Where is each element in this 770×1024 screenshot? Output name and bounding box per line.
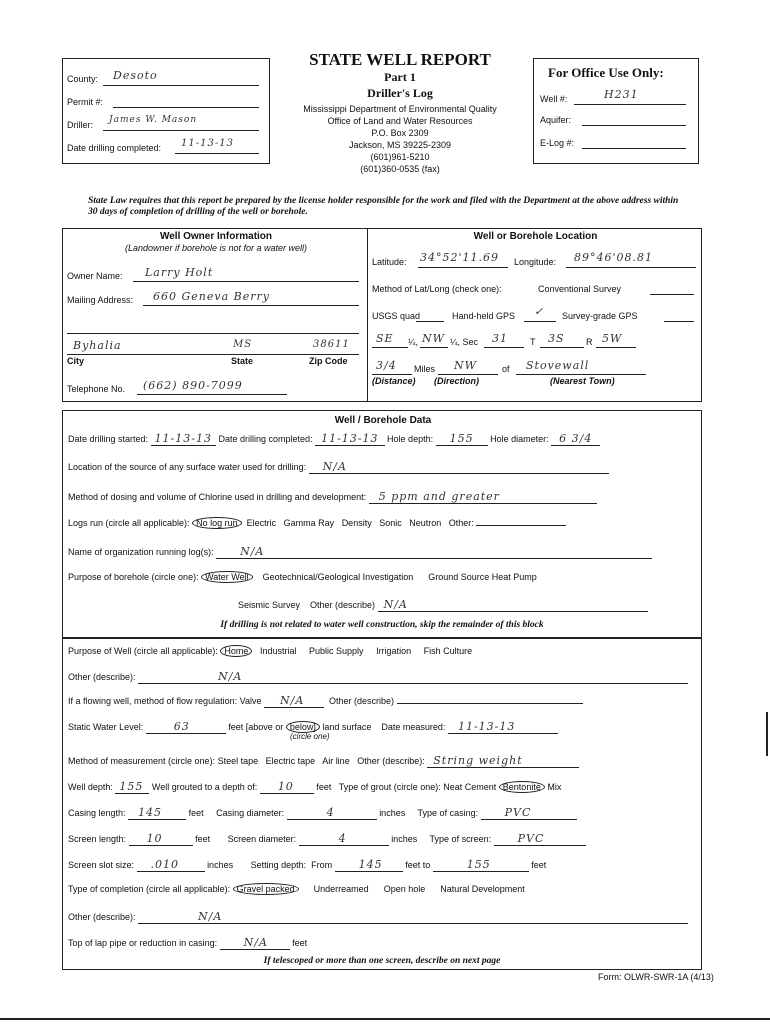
agency-city: Jackson, MS 39225-2309 xyxy=(348,140,452,150)
slot-size-field[interactable]: .010 xyxy=(137,858,205,872)
logs-other-option[interactable]: Other: xyxy=(448,518,474,528)
form-title: STATE WELL REPORT xyxy=(309,50,491,69)
screen-type-field[interactable]: PVC xyxy=(494,832,586,846)
surface-water-label: Location of the source of any surface water used for drilling: xyxy=(68,462,307,472)
skip-note: If drilling is not related to water well construction, skip the remainder of this block xyxy=(220,620,544,630)
owner-subheading: (Landowner if borehole is not for a water well) xyxy=(124,243,308,253)
grouted-depth-label: Well grouted to a depth of: xyxy=(151,782,258,792)
slot-inches-label: inches xyxy=(207,860,234,870)
grouted-depth-field[interactable]: 10 xyxy=(260,780,314,794)
section-label: ¼, Sec xyxy=(450,337,479,347)
logs-density-option[interactable]: Density xyxy=(341,518,372,528)
purpose-other-field[interactable]: N/A xyxy=(378,598,648,612)
logs-electric-option[interactable]: Electric xyxy=(246,518,277,528)
form-subtitle: Driller's Log xyxy=(367,86,433,100)
date-completed-field[interactable]: 11-13-13 xyxy=(181,138,234,149)
setting-to-field[interactable]: 155 xyxy=(433,858,529,872)
state-label: State xyxy=(231,356,254,366)
borehole-heading: Well / Borehole Data xyxy=(334,415,432,426)
well-number-label: Well #: xyxy=(540,94,568,104)
meas-other-field[interactable]: String weight xyxy=(427,754,579,768)
valve-label: Valve xyxy=(239,696,262,706)
casing-type-label: Type of casing: xyxy=(417,808,479,818)
logs-sonic-option[interactable]: Sonic xyxy=(379,518,402,528)
completion-type-label: Type of completion (circle all applicable): xyxy=(68,884,231,894)
direction-caption: (Direction) xyxy=(434,376,479,386)
owner-info-box xyxy=(62,228,368,402)
date-measured-field[interactable]: 11-13-13 xyxy=(448,720,558,734)
hole-diameter-field[interactable]: 6 3/4 xyxy=(551,432,600,446)
well-other-field[interactable]: N/A xyxy=(138,670,688,684)
date-completed-label: Date drilling completed: xyxy=(67,143,162,153)
flowing-label: If a flowing well, method of flow regulation: xyxy=(68,696,238,706)
conventional-survey-option[interactable]: Conventional Survey xyxy=(538,284,622,294)
city-field[interactable]: Byhalia xyxy=(73,339,122,352)
log-org-field[interactable]: N/A xyxy=(216,545,652,559)
range-field[interactable]: 5W xyxy=(602,332,623,345)
location-box: Well or Borehole Location Latitude: 34°52'11.69 Longitude: 89°46'08.81 Method of Lat/Long (check one): Conventional Survey USGS quad Hand-held GPS ✓ Survey-grade GPS SE ¼, NW ¼, Sec 31 T 3S R 5W 3/4 Miles NW of Stovewall (Distance) (Direction) (Nearest Town) xyxy=(367,228,702,402)
owner-name-field[interactable]: Larry Holt xyxy=(145,266,214,279)
setting-feet-label: feet xyxy=(531,860,547,870)
city-label: City xyxy=(67,356,85,366)
flow-other-label: Other (describe) xyxy=(329,696,395,706)
handheld-gps-option[interactable]: Hand-held GPS xyxy=(452,311,516,321)
handheld-gps-check-icon: ✓ xyxy=(534,305,545,318)
casing-length-label: Casing length: xyxy=(68,808,126,818)
owner-heading: Well Owner Information xyxy=(159,231,273,242)
quarter2-field[interactable]: NW xyxy=(422,332,445,345)
logs-neutron-option[interactable]: Neutron xyxy=(409,518,442,528)
county-label: County: xyxy=(67,74,99,84)
completion-open-hole-option[interactable]: Open hole xyxy=(383,884,426,894)
screen-length-field[interactable]: 10 xyxy=(129,832,193,846)
purpose-other-option[interactable]: Other (describe) xyxy=(310,600,376,610)
nearest-town-field[interactable]: Stovewall xyxy=(526,359,590,372)
completion-gravel-option[interactable]: Gravel packed xyxy=(233,883,299,895)
screen-length-label: Screen length: xyxy=(68,834,127,844)
of-label: of xyxy=(502,364,510,374)
state-field[interactable]: MS xyxy=(233,339,253,350)
form-part: Part 1 xyxy=(384,70,416,84)
aquifer-label: Aquifer: xyxy=(540,115,572,125)
static-or-label: or xyxy=(275,722,284,732)
law-notice: State Law requires that this report be prepared by the license holder responsible for the work and filed with the Department at the above address within 30 days of completion of drilling of the well or borehole. xyxy=(88,196,679,217)
screen-diameter-label: Screen diameter: xyxy=(227,834,297,844)
borehole-purpose-label: Purpose of borehole (circle one): xyxy=(68,572,199,582)
township-label: T xyxy=(530,337,536,347)
well-purpose-home-option[interactable]: Home xyxy=(220,645,252,657)
po-box: P.O. Box 2309 xyxy=(371,128,429,138)
township-field[interactable]: 3S xyxy=(548,332,565,345)
surface-water-field[interactable]: N/A xyxy=(309,460,609,474)
county-info-box xyxy=(62,58,270,164)
well-purpose-label: Purpose of Well (circle all applicable): xyxy=(68,646,218,656)
logs-no-log-run-option[interactable]: No log run xyxy=(192,517,242,529)
completion-natural-option[interactable]: Natural Development xyxy=(440,884,525,894)
nearest-town-caption: (Nearest Town) xyxy=(550,376,615,386)
measurement-method-label: Method of measurement (circle one): xyxy=(68,756,216,766)
hole-depth-label: Hole depth: xyxy=(387,434,434,444)
usgs-quad-option[interactable]: USGS quad xyxy=(372,311,421,321)
well-depth-label: Well depth: xyxy=(68,782,113,792)
office-use-title: For Office Use Only: xyxy=(548,65,664,80)
static-circle-one-caption: (circle one) xyxy=(290,732,330,741)
well-number-field[interactable]: H231 xyxy=(604,88,639,101)
well-depth-field[interactable]: 155 xyxy=(115,780,149,794)
zip-label: Zip Code xyxy=(309,356,348,366)
telephone-field[interactable]: (662) 890-7099 xyxy=(143,379,243,392)
static-below-option[interactable]: below] xyxy=(286,721,320,733)
setting-from-label: From xyxy=(311,860,333,870)
setting-depth-label: Setting depth: xyxy=(250,860,307,870)
setting-from-field[interactable]: 145 xyxy=(335,858,403,872)
page-bottom-rule xyxy=(0,1018,770,1020)
distance-field[interactable]: 3/4 xyxy=(376,359,397,372)
longitude-field[interactable]: 89°46'08.81 xyxy=(574,251,654,264)
latitude-label: Latitude: xyxy=(372,257,407,267)
chlorine-label: Method of dosing and volume of Chlorine used in drilling and development: xyxy=(68,492,367,502)
hole-depth-field[interactable]: 155 xyxy=(436,432,488,446)
purpose-heat-pump-option[interactable]: Ground Source Heat Pump xyxy=(428,572,537,582)
grout-neat-cement-option[interactable]: Neat Cement xyxy=(443,782,497,792)
grouted-feet-label: feet xyxy=(316,782,332,792)
logs-gamma-option[interactable]: Gamma Ray xyxy=(283,518,335,528)
latitude-field[interactable]: 34°52'11.69 xyxy=(420,251,500,264)
form-id: Form: OLWR-SWR-1A (4/13) xyxy=(598,972,714,982)
driller-label: Driller: xyxy=(67,120,93,130)
casing-feet-label: feet xyxy=(188,808,204,818)
county-field[interactable]: Desoto xyxy=(113,69,158,82)
mailing-address-field[interactable]: 660 Geneva Berry xyxy=(153,290,270,303)
casing-diameter-label: Casing diameter: xyxy=(216,808,285,818)
well-purpose-fish-option[interactable]: Fish Culture xyxy=(423,646,473,656)
screen-inches-label: inches xyxy=(391,834,418,844)
casing-type-field[interactable]: PVC xyxy=(481,806,577,820)
office-name: Office of Land and Water Resources xyxy=(327,116,473,126)
slot-size-label: Screen slot size: xyxy=(68,860,135,870)
meas-electric-tape-option[interactable]: Electric tape xyxy=(265,756,316,766)
casing-length-field[interactable]: 145 xyxy=(128,806,186,820)
grout-bentonite-option[interactable]: Bentonite xyxy=(499,781,545,793)
agency-name: Mississippi Department of Environmental Quality xyxy=(303,104,497,114)
grout-type-label: Type of grout (circle one): xyxy=(338,782,441,792)
office-use-box xyxy=(533,58,699,164)
meas-air-line-option[interactable]: Air line xyxy=(322,756,350,766)
agency-phone: (601)961-5210 xyxy=(370,152,430,162)
purpose-geotechnical-option[interactable]: Geotechnical/Geological Investigation xyxy=(262,572,414,582)
meas-steel-tape-option[interactable]: Steel tape xyxy=(217,756,259,766)
completion-underreamed-option[interactable]: Underreamed xyxy=(313,884,369,894)
completion-other-field[interactable]: N/A xyxy=(138,910,688,924)
borehole-date-completed-label: Date drilling completed: xyxy=(218,434,313,444)
longitude-label: Longitude: xyxy=(514,257,557,267)
distance-caption: (Distance) xyxy=(372,376,416,386)
zip-field[interactable]: 38611 xyxy=(313,339,350,350)
log-org-label: Name of organization running log(s): xyxy=(68,547,214,557)
location-heading: Well or Borehole Location xyxy=(473,231,598,242)
screen-feet-label: feet xyxy=(195,834,211,844)
latlong-method-label: Method of Lat/Long (check one): xyxy=(372,284,502,294)
date-started-field[interactable]: 11-13-13 xyxy=(151,432,216,446)
agency-fax: (601)360-0535 (fax) xyxy=(360,164,440,174)
purpose-water-well-option[interactable]: Water Well xyxy=(201,571,253,583)
elog-label: E-Log #: xyxy=(540,138,575,148)
miles-label: Miles xyxy=(414,364,436,374)
chlorine-field[interactable]: 5 ppm and greater xyxy=(369,490,597,504)
screen-diameter-field[interactable]: 4 xyxy=(299,832,389,846)
hole-diameter-label: Hole diameter: xyxy=(490,434,549,444)
range-label: R xyxy=(586,337,593,347)
driller-field[interactable]: James W. Mason xyxy=(109,115,198,125)
date-started-label: Date drilling started: xyxy=(68,434,149,444)
page-edge-mark xyxy=(766,712,768,756)
owner-name-label: Owner Name: xyxy=(67,271,123,281)
completion-other-label: Other (describe): xyxy=(68,912,136,922)
purpose-seismic-option[interactable]: Seismic Survey xyxy=(238,600,301,610)
telephone-label: Telephone No. xyxy=(67,384,126,394)
date-measured-label: Date measured: xyxy=(381,722,446,732)
casing-inches-label: inches xyxy=(379,808,406,818)
logs-run-label: Logs run (circle all applicable): xyxy=(68,518,190,528)
screen-type-label: Type of screen: xyxy=(429,834,492,844)
well-purpose-public-option[interactable]: Public Supply xyxy=(309,646,364,656)
meas-other-option[interactable]: Other (describe): xyxy=(357,756,425,766)
static-land-label: land surface xyxy=(322,722,372,732)
borehole-date-completed-field[interactable]: 11-13-13 xyxy=(315,432,384,446)
well-purpose-industrial-option[interactable]: Industrial xyxy=(259,646,297,656)
static-level-field[interactable]: 63 xyxy=(146,720,226,734)
casing-diameter-field[interactable]: 4 xyxy=(287,806,377,820)
setting-to-label: feet to xyxy=(405,860,431,870)
static-level-label: Static Water Level: xyxy=(68,722,144,732)
section-field[interactable]: 31 xyxy=(492,332,508,345)
well-purpose-irrigation-option[interactable]: Irrigation xyxy=(376,646,412,656)
survey-grade-gps-option[interactable]: Survey-grade GPS xyxy=(562,311,638,321)
lap-pipe-field[interactable]: N/A xyxy=(220,936,290,950)
quarter1-field[interactable]: SE xyxy=(376,332,394,345)
lap-pipe-label: Top of lap pipe or reduction in casing: xyxy=(68,938,218,948)
lap-feet-label: feet xyxy=(292,938,308,948)
permit-label: Permit #: xyxy=(67,97,104,107)
mailing-address-label: Mailing Address: xyxy=(67,295,134,305)
direction-field[interactable]: NW xyxy=(454,359,477,372)
static-feet-above-option[interactable]: feet [above xyxy=(228,722,273,732)
telescoped-note: If telescoped or more than one screen, describe on next page xyxy=(263,956,501,966)
valve-field[interactable]: N/A xyxy=(264,694,324,708)
grout-mix-option[interactable]: Mix xyxy=(547,782,562,792)
well-other-label: Other (describe): xyxy=(68,672,136,682)
